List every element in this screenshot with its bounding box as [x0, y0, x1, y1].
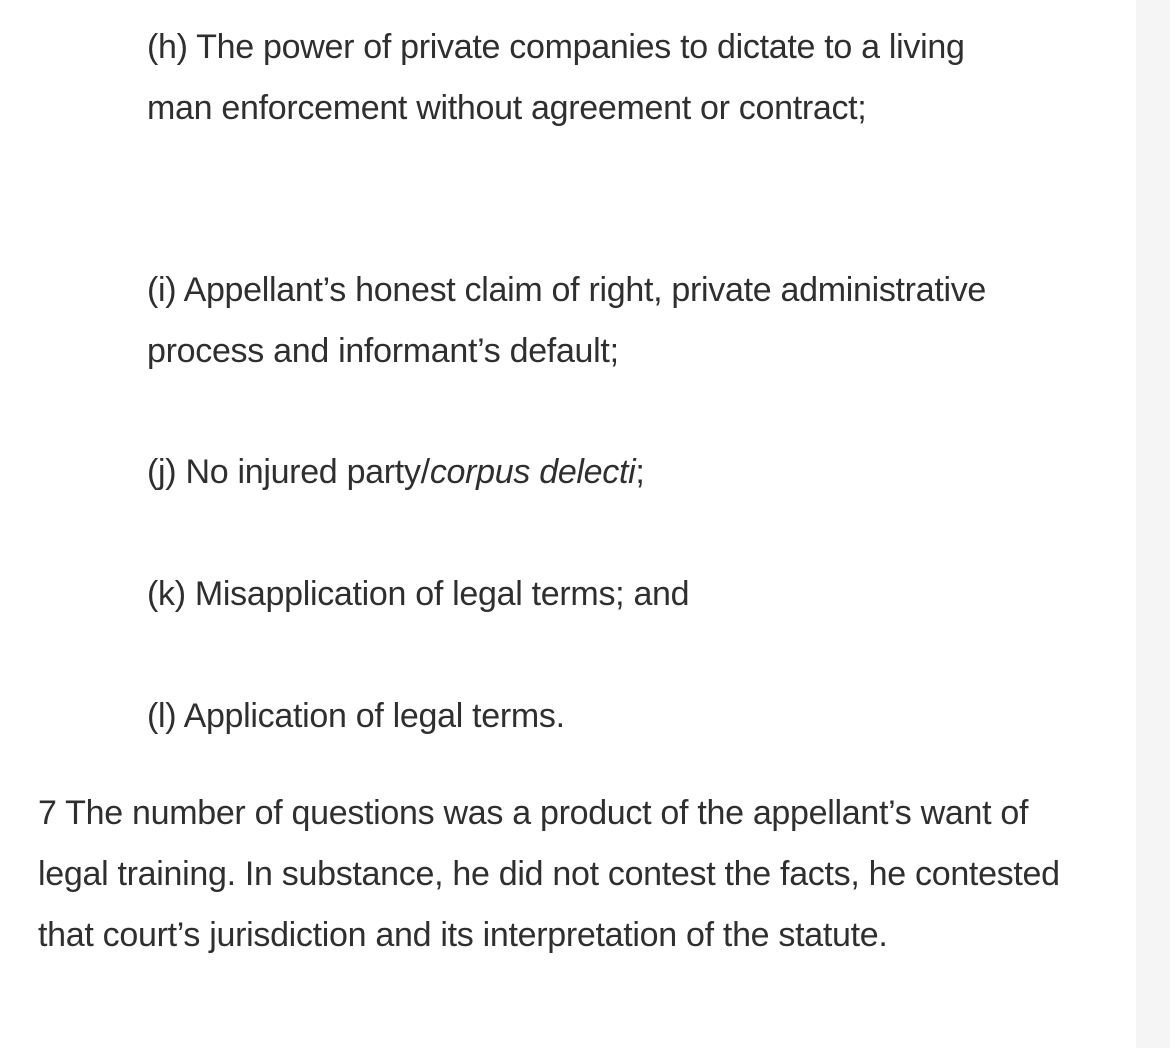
- list-item-l: (l) Application of legal terms.: [147, 697, 565, 735]
- list-item-i: (i) Appellant’s honest claim of right, private administrative process and informant’s default;: [147, 271, 987, 370]
- list-item-h: (h) The power of private companies to dictate to a living man enforcement without agreement or contract;: [147, 28, 965, 127]
- list-item-j-prefix: (j) No injured party/: [147, 453, 430, 491]
- list-item-j: [147, 442, 1047, 503]
- scroll-gutter: [1136, 0, 1170, 1048]
- list-item-j-suffix: ;: [635, 453, 645, 491]
- list-item-k: (k) Misapplication of legal terms; and: [147, 575, 690, 613]
- list-item-j-italic: corpus delecti: [429, 453, 636, 491]
- paragraph-7: 7 The number of questions was a product of the appellant’s want of legal training. In substance, he did not contest the facts, he contested that court’s jurisdiction and its interpretation of the statute.: [38, 794, 1060, 954]
